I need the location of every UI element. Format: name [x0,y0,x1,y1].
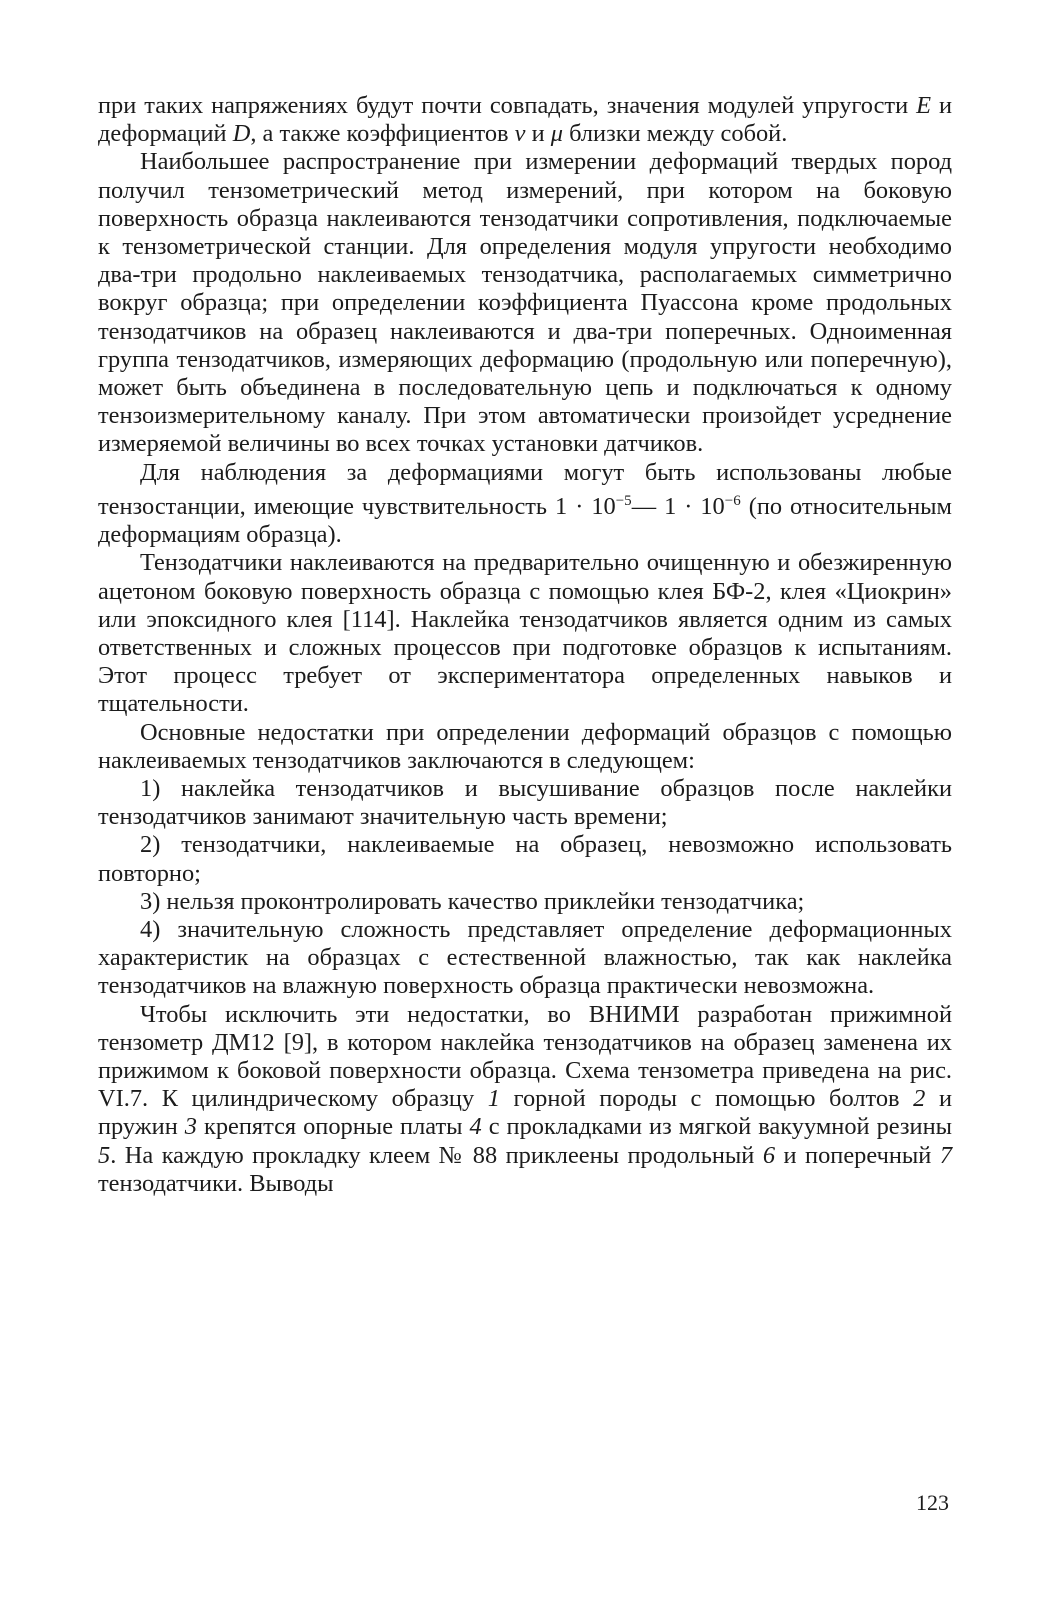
text-run: с прокладками из мягкой вакуумной резины [481,1113,953,1141]
text-run: Тензодатчики наклеиваются на предварительно очищенную и обезжиренную ацетоном боковую поверхность образца с помощью клея БФ-2, клея «Циокрин» или эпоксидного клея [114]. Наклейка тензодатчиков является одним из самых ответственных и сложных процессов при подготовке образцов к испытаниям. Этот процесс требует от экспериментатора определенных навыков и тщательности. [98,549,952,718]
paragraph [98,92,952,148]
italic-symbol: 3 [184,1113,197,1141]
text-run: 3) нельзя проконтролировать качество приклейки тензодатчика; [140,887,805,915]
text-run: Основные недостатки при определении деформаций образцов с помощью наклеиваемых тензодатчиков заключаются в следующем: [98,718,952,774]
italic-symbol: 2 [913,1085,926,1113]
list-item [98,916,952,1001]
text-run: Чтобы исключить эти недостатки, во ВНИМИ разработан прижимной тензометр ДМ12 [9], в котором наклейка тензодатчиков на образец заменена их прижимом к боковой поверхности образца. Схема тензометра приведена на рис. VI.7. К цилиндрическому образцу [98,1000,952,1113]
paragraph [98,549,952,718]
superscript: −6 [724,492,741,509]
text-run: — 1 · 10 [631,492,725,520]
text-run: горной породы с помощью болтов [499,1085,914,1113]
superscript: −5 [615,492,632,509]
list-item [98,888,952,916]
italic-symbol: μ [550,120,563,148]
text-run: 1) наклейка тензодатчиков и высушивание образцов после наклейки тензодатчиков занимают значительную часть времени; [98,775,952,831]
paragraph [98,148,952,458]
paragraph [98,719,952,775]
text-run: Для наблюдения за деформациями могут быть использованы любые тензостанции, имеющие чувствительность 1 · 10 [98,458,952,520]
text-run: , а также коэффициентов [250,120,515,148]
paragraph [98,459,952,550]
list-item [98,831,952,887]
italic-symbol: 4 [469,1113,482,1141]
text-run: 2) тензодатчики, наклеиваемые на образец, невозможно использовать повторно; [98,831,952,887]
list-item [98,775,952,831]
page-number: 123 [916,1490,949,1515]
text-run: (по относительным деформациям образца). [98,492,952,549]
text-run: и [525,120,551,148]
italic-symbol: 5 [98,1141,111,1169]
text-run: . На каждую прокладку клеем № 88 приклеены продольный [110,1141,763,1169]
italic-symbol: 6 [762,1141,776,1169]
text-run: и поперечный [775,1141,940,1169]
italic-symbol: ν [514,120,526,148]
text-run: и деформаций [98,92,953,148]
text-run: при таких напряжениях будут почти совпадать, значения модулей упругости [98,92,917,119]
text-run: 4) значительную сложность представляет определение деформационных характеристик на образцах с естественной влажностью, так как наклейка тензодатчиков на влажную поверхность образца практически невозможна. [98,916,952,1000]
text-run: Наибольшее распространение при измерении деформаций твердых пород получил тензометрический метод измерений, при котором на боковую поверхность образца наклеиваются тензодатчики сопротивления, подключаемые к тензометрической станции. Для определения модуля упругости необходимо два-три продольно наклеиваемых тензодатчика, располагаемых симметрично вокруг образца; при определении коэффициента Пуассона кроме продольных тензодатчиков на образец наклеиваются и два-три поперечных. Одноименная группа тензодатчиков, измеряющих деформацию (продольную или поперечную), может быть объединена в последовательную цепь и подключаться к одному тензоизмерительному каналу. При этом автоматически произойдет усреднение измеряемой величины во всех точках установки датчиков. [98,148,952,458]
paragraph [98,1001,952,1198]
text-run: крепятся опорные платы [196,1113,470,1141]
text-run: близки между собой. [562,120,788,148]
body-text [98,92,952,1198]
italic-symbol: E [916,92,931,119]
italic-symbol: 1 [487,1085,500,1113]
italic-symbol: 7 [939,1141,953,1169]
text-run: тензодатчики. Выводы [98,1169,334,1197]
text-run: и пружин [98,1085,952,1141]
italic-symbol: D [232,120,251,148]
